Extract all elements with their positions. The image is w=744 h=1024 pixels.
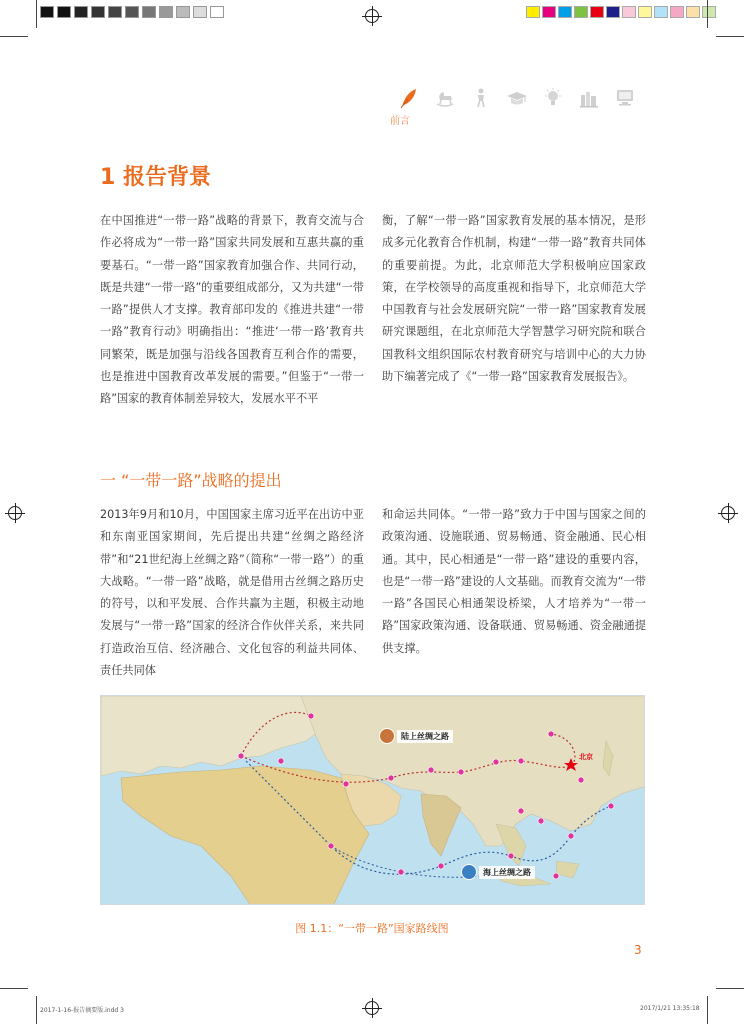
grayscale-calibration-bar <box>40 6 227 18</box>
crop-mark <box>36 996 37 1024</box>
registration-mark-top <box>365 9 379 23</box>
paragraph: 和命运共同体。“一带一路”致力于中国与国家之间的政策沟通、设施联通、贸易畅通、资金融通、民心相通。其中，民心相通是“一带一路”建设的重要内容，也是“一带一路”建设的人文基础。而教育交流为“一带一路”各国民心相通架设桥梁，人才培养为“一带一路”国家政策沟通、设备联通、贸易畅通、资金融通提供支撑。 <box>382 508 646 655</box>
registration-mark-bottom <box>365 1001 379 1015</box>
lightbulb-icon <box>542 86 564 110</box>
books-icon <box>578 86 600 110</box>
print-slug-filename: 2017-1-16-报告摘要版.indd 3 <box>40 1007 124 1014</box>
paragraph: 2013年9月和10月，中国国家主席习近平在出访中亚和东南亚国家期间，先后提出共建“丝绸之路经济带”和“21世纪海上丝绸之路”（简称“一带一路”）的重大战略。“一带一路”战略，就是借用古丝绸之路历史的符号，以和平发展、合作共赢为主题，积极主动地发展与“一带一路”国家的经济合作伙伴关系，来共同打造政治互信、经济融合、文化包容的利益共同体、责任共同体 <box>100 508 364 678</box>
banner-badge-icon <box>379 728 395 744</box>
figure-caption: 图 1.1：“一带一路”国家路线图 <box>295 922 449 935</box>
registration-mark-right <box>721 506 735 520</box>
belt-and-road-map <box>100 695 645 905</box>
body-column-left <box>100 504 364 682</box>
header-section-label: 前言 <box>390 116 410 127</box>
crop-mark <box>0 36 28 37</box>
computer-icon <box>614 86 636 110</box>
map-graphic <box>101 696 645 905</box>
section-title: 1 报告背景 <box>100 165 211 190</box>
rocking-horse-icon <box>434 86 456 110</box>
body-column-right <box>382 504 646 660</box>
sea-route-banner <box>461 864 535 880</box>
sea-route-label: 海上丝绸之路 <box>479 866 535 879</box>
body-column-left <box>100 210 364 411</box>
header-icon-row <box>398 86 636 110</box>
graduation-cap-icon <box>506 86 528 110</box>
quill-icon <box>398 86 420 110</box>
paragraph: 在中国推进“一带一路”战略的背景下，教育交流与合作必将成为“一带一路”国家共同发展和互惠共赢的重要基石。“一带一路”国家教育加强合作、共同行动，既是共建“一带一路”的重要组成部分，又为共建“一带一路”提供人才支撑。教育部印发的《推进共建“一带一路”教育行动》明确指出：“推进‘一带一路’教育共同繁荣，既是加强与沿线各国教育互利合作的需要，也是推进中国教育改革发展的需要。”但鉴于“一带一路”国家的教育体制差异较大，发展水平不平 <box>100 214 364 406</box>
crop-mark <box>716 988 744 989</box>
beijing-label: 北京 <box>579 753 593 761</box>
color-calibration-bar <box>526 6 718 18</box>
body-column-right <box>382 210 646 388</box>
crop-mark <box>0 988 28 989</box>
crop-mark <box>707 0 708 28</box>
registration-mark-left <box>8 506 22 520</box>
print-slug-timestamp: 2017/1/21 13:35:18 <box>640 1005 700 1012</box>
child-icon <box>470 86 492 110</box>
crop-mark <box>36 0 37 28</box>
paragraph: 衡，了解“一带一路”国家教育发展的基本情况，是形成多元化教育合作机制，构建“一带一路”教育共同体的重要前提。为此，北京师范大学积极响应国家政策，在学校领导的高度重视和指导下，北京师范大学中国教育与社会发展研究院“一带一路”国家教育发展研究课题组，在北京师范大学智慧学习研究院和联合国教科文组织国际农村教育研究与培训中心的大力协助下编著完成了《“一带一路”国家教育发展报告》。 <box>382 214 646 384</box>
banner-badge-icon <box>461 864 477 880</box>
subsection-title: 一 “一带一路”战略的提出 <box>100 471 282 490</box>
land-route-label: 陆上丝绸之路 <box>397 730 453 743</box>
crop-mark <box>716 36 744 37</box>
page-number: 3 <box>634 943 642 957</box>
crop-mark <box>707 996 708 1024</box>
land-route-banner <box>379 728 453 744</box>
